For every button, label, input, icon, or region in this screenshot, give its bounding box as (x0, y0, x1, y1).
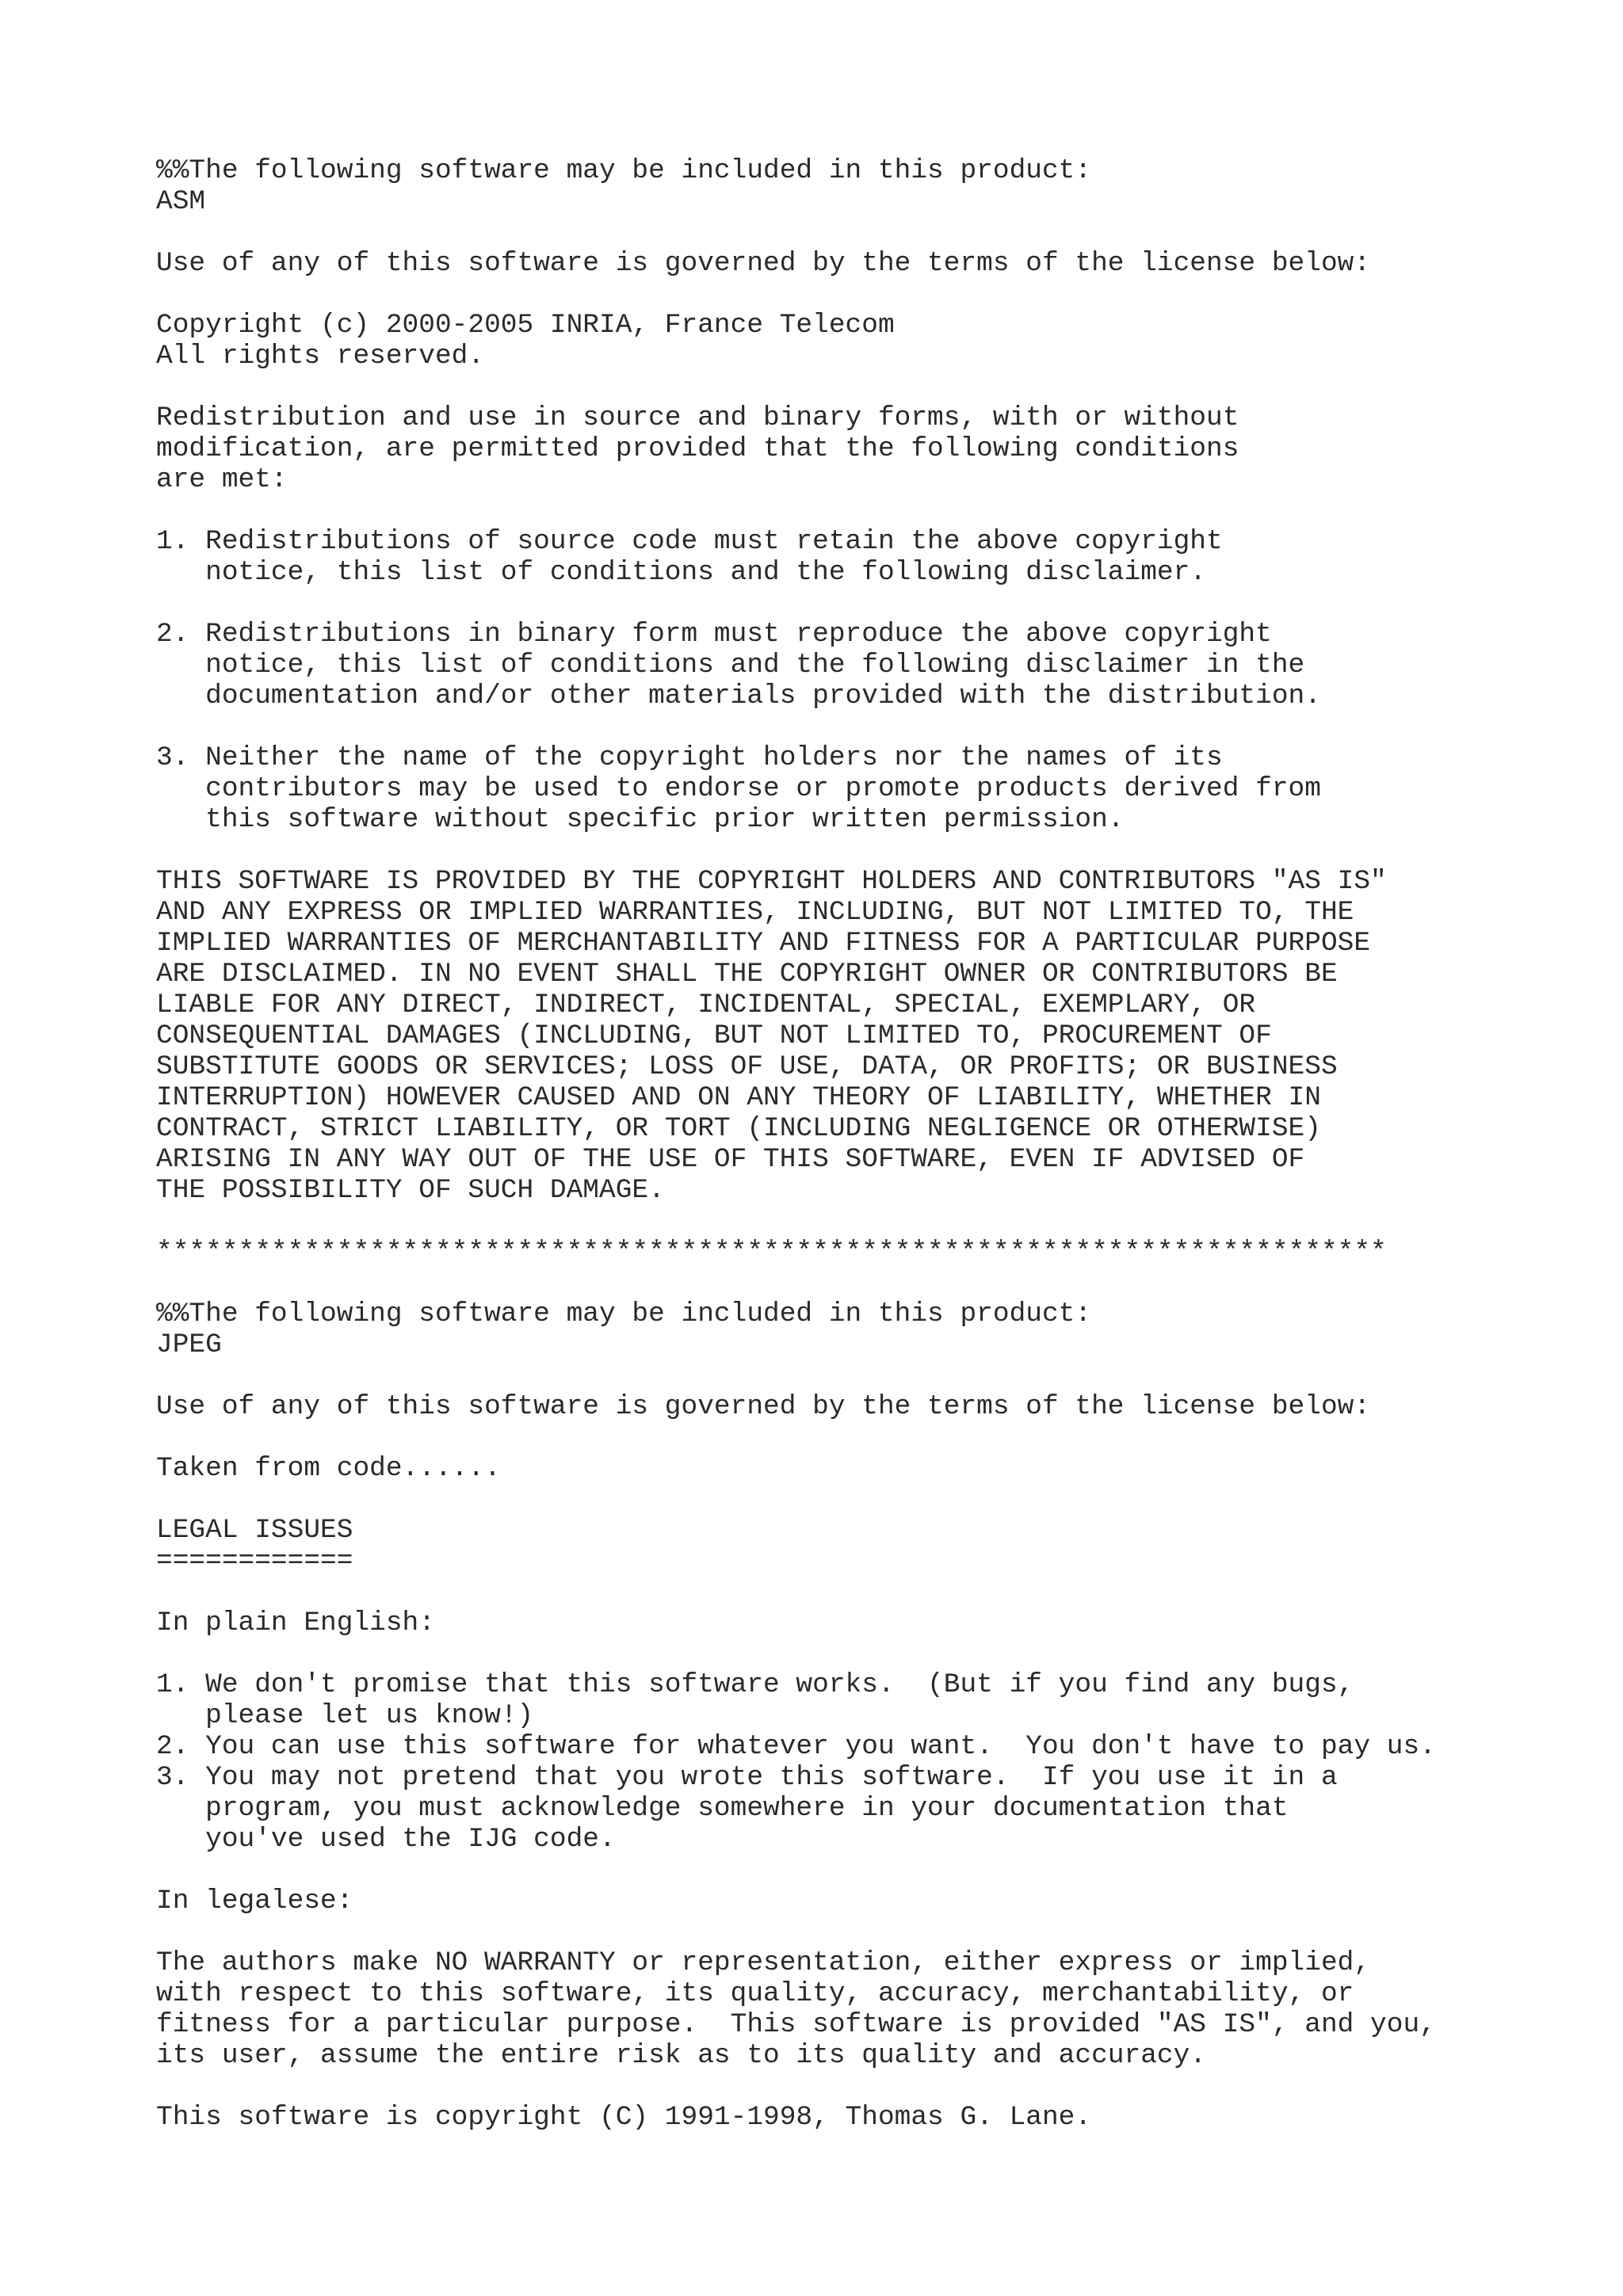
text-line: INTERRUPTION) HOWEVER CAUSED AND ON ANY THEORY OF LIABILITY, WHETHER IN (156, 1082, 1321, 1113)
blank-line (156, 711, 1583, 742)
text-line: *************************************************************************** (156, 1237, 1387, 1268)
blank-line (156, 495, 1583, 526)
text-line: The authors make NO WARRANTY or representation, either express or implied, (156, 1947, 1371, 1978)
blank-line (156, 2071, 1583, 2102)
text-line: This software is copyright (C) 1991-1998, Thomas G. Lane. (156, 2102, 1092, 2133)
text-line: THIS SOFTWARE IS PROVIDED BY THE COPYRIGHT HOLDERS AND CONTRIBUTORS "AS IS" (156, 866, 1387, 897)
text-line: 3. Neither the name of the copyright holders nor the names of its (156, 742, 1223, 773)
text-line: contributors may be used to endorse or promote products derived from (156, 773, 1321, 804)
text-line: Copyright (c) 2000-2005 INRIA, France Telecom (156, 310, 895, 341)
blank-line (156, 1917, 1583, 1947)
text-line: CONTRACT, STRICT LIABILITY, OR TORT (INCLUDING NEGLIGENCE OR OTHERWISE) (156, 1113, 1321, 1144)
text-line: Use of any of this software is governed by the terms of the license below: (156, 248, 1371, 279)
text-line: fitness for a particular purpose. This software is provided "AS IS", and you, (156, 2009, 1436, 2040)
text-line: LEGAL ISSUES (156, 1515, 353, 1546)
text-line: AND ANY EXPRESS OR IMPLIED WARRANTIES, INCLUDING, BUT NOT LIMITED TO, THE (156, 897, 1354, 928)
text-line: documentation and/or other materials provided with the distribution. (156, 681, 1321, 711)
text-line: Use of any of this software is governed by the terms of the license below: (156, 1391, 1371, 1422)
text-line: In legalese: (156, 1886, 353, 1917)
blank-line (156, 835, 1583, 866)
blank-line (156, 1422, 1583, 1453)
text-line: you've used the IJG code. (156, 1824, 616, 1855)
blank-line (156, 1268, 1583, 1299)
text-line: please let us know!) (156, 1700, 534, 1731)
text-line: this software without specific prior written permission. (156, 804, 1125, 835)
blank-line (156, 1360, 1583, 1391)
text-line: 2. Redistributions in binary form must reproduce the above copyright (156, 619, 1272, 650)
text-line: 2. You can use this software for whatever you want. You don't have to pay us. (156, 1731, 1436, 1762)
text-line: ASM (156, 186, 206, 217)
text-line: with respect to this software, its quality, accuracy, merchantability, or (156, 1978, 1354, 2009)
blank-line (156, 372, 1583, 402)
blank-line (156, 1638, 1583, 1669)
text-line: notice, this list of conditions and the following disclaimer. (156, 557, 1207, 588)
text-line: 1. Redistributions of source code must retain the above copyright (156, 526, 1223, 557)
text-line: %%The following software may be included in this product: (156, 155, 1092, 186)
blank-line (156, 1206, 1583, 1237)
text-line: program, you must acknowledge somewhere in your documentation that (156, 1793, 1289, 1824)
license-text-body (156, 155, 1583, 2133)
text-line: CONSEQUENTIAL DAMAGES (INCLUDING, BUT NOT LIMITED TO, PROCUREMENT OF (156, 1020, 1272, 1051)
blank-line (156, 1855, 1583, 1886)
blank-line (156, 588, 1583, 619)
text-line: THE POSSIBILITY OF SUCH DAMAGE. (156, 1175, 665, 1206)
blank-line (156, 1577, 1583, 1608)
text-line: SUBSTITUTE GOODS OR SERVICES; LOSS OF USE, DATA, OR PROFITS; OR BUSINESS (156, 1051, 1338, 1082)
blank-line (156, 217, 1583, 248)
text-line: ============ (156, 1546, 353, 1577)
text-line: ARISING IN ANY WAY OUT OF THE USE OF THIS SOFTWARE, EVEN IF ADVISED OF (156, 1144, 1305, 1175)
text-line: its user, assume the entire risk as to its quality and accuracy. (156, 2040, 1207, 2071)
blank-line (156, 279, 1583, 310)
text-line: LIABLE FOR ANY DIRECT, INDIRECT, INCIDENTAL, SPECIAL, EXEMPLARY, OR (156, 990, 1256, 1020)
text-line: notice, this list of conditions and the following disclaimer in the (156, 650, 1305, 681)
text-line: ARE DISCLAIMED. IN NO EVENT SHALL THE COPYRIGHT OWNER OR CONTRIBUTORS BE (156, 959, 1338, 990)
text-line: In plain English: (156, 1608, 435, 1638)
text-line: All rights reserved. (156, 341, 485, 372)
text-line: modification, are permitted provided that the following conditions (156, 433, 1239, 464)
blank-line (156, 1484, 1583, 1515)
text-line: are met: (156, 464, 288, 495)
text-line: %%The following software may be included in this product: (156, 1299, 1092, 1329)
text-line: 3. You may not pretend that you wrote this software. If you use it in a (156, 1762, 1338, 1793)
text-line: 1. We don't promise that this software works. (But if you find any bugs, (156, 1669, 1354, 1700)
text-line: Redistribution and use in source and binary forms, with or without (156, 402, 1239, 433)
text-line: JPEG (156, 1329, 222, 1360)
text-line: IMPLIED WARRANTIES OF MERCHANTABILITY AND FITNESS FOR A PARTICULAR PURPOSE (156, 928, 1371, 959)
text-line: Taken from code...... (156, 1453, 501, 1484)
